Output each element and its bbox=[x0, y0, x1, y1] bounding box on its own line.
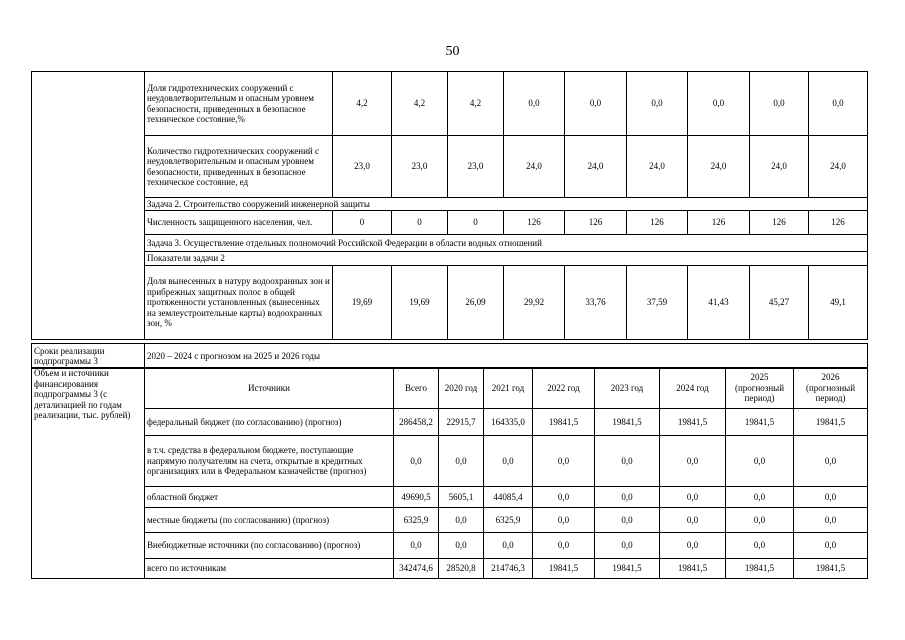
indicator-value: 4,2 bbox=[448, 72, 504, 136]
finance-value: 0,0 bbox=[726, 508, 794, 533]
finance-value: 0,0 bbox=[533, 487, 595, 508]
finance-value: 19841,5 bbox=[660, 409, 726, 436]
indicator-value: 4,2 bbox=[392, 72, 448, 136]
finance-value: 6325,9 bbox=[394, 508, 439, 533]
indicator-value: 24,0 bbox=[688, 136, 750, 198]
finance-source: федеральный бюджет (по согласованию) (прогноз) bbox=[145, 409, 394, 436]
header-cell: Источники bbox=[145, 368, 394, 409]
finance-value: 28520,8 bbox=[439, 559, 484, 579]
indicator-value: 4,2 bbox=[333, 72, 392, 136]
indicator-label: Доля гидротехнических сооружений с неудовлетворительным и опасным уровнем безопасности, приведенных в безопасное техническое состояние,% bbox=[145, 72, 333, 136]
finance-value: 0,0 bbox=[533, 436, 595, 487]
terms-table bbox=[31, 343, 868, 369]
indicator-value: 49,1 bbox=[809, 266, 868, 340]
indicator-label: Численность защищенного населения, чел. bbox=[145, 211, 333, 235]
finance-value: 19841,5 bbox=[726, 409, 794, 436]
finance-table bbox=[31, 367, 868, 579]
finance-value: 0,0 bbox=[439, 508, 484, 533]
finance-source: в т.ч. средства в федеральном бюджете, поступающие напрямую получателям на счета, открытые в кредитных организациях или в Федеральном казначействе (прогноз) bbox=[145, 436, 394, 487]
finance-source: областной бюджет bbox=[145, 487, 394, 508]
indicator-value: 26,09 bbox=[448, 266, 504, 340]
finance-value: 0,0 bbox=[595, 436, 660, 487]
finance-row bbox=[32, 533, 868, 559]
terms-label: Сроки реализации подпрограммы 3 bbox=[32, 344, 145, 369]
indicator-value: 126 bbox=[504, 211, 565, 235]
finance-source: Внебюджетные источники (по согласованию) (прогноз) bbox=[145, 533, 394, 559]
finance-value: 0,0 bbox=[726, 487, 794, 508]
finance-value: 0,0 bbox=[660, 436, 726, 487]
finance-value: 214746,3 bbox=[484, 559, 533, 579]
indicator-value: 126 bbox=[809, 211, 868, 235]
indicator-value: 0,0 bbox=[750, 72, 809, 136]
header-cell: 2021 год bbox=[484, 368, 533, 409]
header-cell: 2024 год bbox=[660, 368, 726, 409]
indicator-value: 19,69 bbox=[333, 266, 392, 340]
finance-value: 286458,2 bbox=[394, 409, 439, 436]
indicator-value: 24,0 bbox=[627, 136, 688, 198]
subtitle-row bbox=[32, 252, 868, 266]
finance-label: Объем и источники финансирования подпрограммы 3 (с детализацией по годам реализации, тыс. рублей) bbox=[32, 368, 145, 579]
indicator-value: 24,0 bbox=[750, 136, 809, 198]
header-cell: 2025 (прогнозный период) bbox=[726, 368, 794, 409]
indicator-value: 23,0 bbox=[392, 136, 448, 198]
finance-value: 0,0 bbox=[484, 436, 533, 487]
indicator-label: Количество гидротехнических сооружений с неудовлетворительным и опасным уровнем безопасности, приведенных в безопасное техническое состояние, ед bbox=[145, 136, 333, 198]
indicator-value: 19,69 bbox=[392, 266, 448, 340]
indicator-value: 126 bbox=[688, 211, 750, 235]
finance-value: 19841,5 bbox=[595, 409, 660, 436]
finance-value: 19841,5 bbox=[533, 409, 595, 436]
indicator-value: 0 bbox=[333, 211, 392, 235]
finance-value: 0,0 bbox=[533, 533, 595, 559]
finance-value: 0,0 bbox=[660, 487, 726, 508]
indicator-value: 45,27 bbox=[750, 266, 809, 340]
finance-value: 0,0 bbox=[533, 508, 595, 533]
indicator-value: 29,92 bbox=[504, 266, 565, 340]
indicator-value: 0,0 bbox=[627, 72, 688, 136]
terms-value: 2020 – 2024 с прогнозом на 2025 и 2026 годы bbox=[145, 344, 868, 369]
finance-header-row bbox=[32, 368, 868, 409]
finance-value: 19841,5 bbox=[794, 559, 868, 579]
finance-value: 0,0 bbox=[595, 508, 660, 533]
indicator-value: 24,0 bbox=[809, 136, 868, 198]
finance-value: 164335,0 bbox=[484, 409, 533, 436]
finance-value: 49690,5 bbox=[394, 487, 439, 508]
finance-value: 0,0 bbox=[394, 533, 439, 559]
indicator-value: 41,43 bbox=[688, 266, 750, 340]
finance-value: 19841,5 bbox=[533, 559, 595, 579]
header-cell: 2023 год bbox=[595, 368, 660, 409]
finance-value: 0,0 bbox=[794, 533, 868, 559]
finance-total-row bbox=[32, 559, 868, 579]
finance-value: 0,0 bbox=[726, 533, 794, 559]
indicator-row bbox=[32, 266, 868, 340]
finance-value: 19841,5 bbox=[794, 409, 868, 436]
finance-value: 22915,7 bbox=[439, 409, 484, 436]
finance-value: 0,0 bbox=[660, 533, 726, 559]
finance-value: 0,0 bbox=[439, 436, 484, 487]
task-row bbox=[32, 198, 868, 211]
finance-value: 19841,5 bbox=[595, 559, 660, 579]
finance-row bbox=[32, 508, 868, 533]
task3-subtitle: Показатели задачи 2 bbox=[145, 252, 868, 266]
header-cell: 2026 (прогнозный период) bbox=[794, 368, 868, 409]
finance-value: 6325,9 bbox=[484, 508, 533, 533]
finance-source: всего по источникам bbox=[145, 559, 394, 579]
indicator-row bbox=[32, 211, 868, 235]
finance-value: 5605,1 bbox=[439, 487, 484, 508]
finance-value: 19841,5 bbox=[726, 559, 794, 579]
finance-value: 0,0 bbox=[595, 533, 660, 559]
left-empty-cell bbox=[32, 72, 145, 340]
indicator-value: 126 bbox=[627, 211, 688, 235]
finance-value: 0,0 bbox=[439, 533, 484, 559]
finance-value: 19841,5 bbox=[660, 559, 726, 579]
indicator-value: 24,0 bbox=[504, 136, 565, 198]
indicator-value: 0,0 bbox=[504, 72, 565, 136]
finance-value: 0,0 bbox=[794, 436, 868, 487]
header-cell: Всего bbox=[394, 368, 439, 409]
task3-title: Задача 3. Осуществление отдельных полномочий Российской Федерации в области водных отношений bbox=[145, 235, 868, 252]
page-number: 50 bbox=[445, 44, 460, 59]
indicator-value: 0,0 bbox=[565, 72, 627, 136]
indicator-value: 0 bbox=[392, 211, 448, 235]
finance-row bbox=[32, 436, 868, 487]
finance-value: 44085,4 bbox=[484, 487, 533, 508]
indicator-value: 0,0 bbox=[688, 72, 750, 136]
indicator-value: 126 bbox=[565, 211, 627, 235]
finance-row bbox=[32, 487, 868, 508]
indicator-value: 37,59 bbox=[627, 266, 688, 340]
task-row bbox=[32, 235, 868, 252]
finance-value: 0,0 bbox=[595, 487, 660, 508]
indicator-value: 33,76 bbox=[565, 266, 627, 340]
indicator-value: 0,0 bbox=[809, 72, 868, 136]
task2-title: Задача 2. Строительство сооружений инженерной защиты bbox=[145, 198, 868, 211]
finance-value: 0,0 bbox=[794, 508, 868, 533]
indicators-table bbox=[31, 71, 868, 340]
header-cell: 2020 год bbox=[439, 368, 484, 409]
finance-value: 0,0 bbox=[794, 487, 868, 508]
finance-row bbox=[32, 409, 868, 436]
indicator-label: Доля вынесенных в натуру водоохранных зон и прибрежных защитных полос в общей протяженности установленных (вынесенных на землеустроительные карты) водоохранных зон, % bbox=[145, 266, 333, 340]
indicator-value: 126 bbox=[750, 211, 809, 235]
indicator-row bbox=[32, 72, 868, 136]
indicator-value: 0 bbox=[448, 211, 504, 235]
finance-value: 342474,6 bbox=[394, 559, 439, 579]
indicator-row bbox=[32, 136, 868, 198]
finance-value: 0,0 bbox=[726, 436, 794, 487]
indicator-value: 24,0 bbox=[565, 136, 627, 198]
header-cell: 2022 год bbox=[533, 368, 595, 409]
finance-source: местные бюджеты (по согласованию) (прогноз) bbox=[145, 508, 394, 533]
finance-value: 0,0 bbox=[394, 436, 439, 487]
indicator-value: 23,0 bbox=[333, 136, 392, 198]
finance-value: 0,0 bbox=[660, 508, 726, 533]
finance-value: 0,0 bbox=[484, 533, 533, 559]
indicator-value: 23,0 bbox=[448, 136, 504, 198]
